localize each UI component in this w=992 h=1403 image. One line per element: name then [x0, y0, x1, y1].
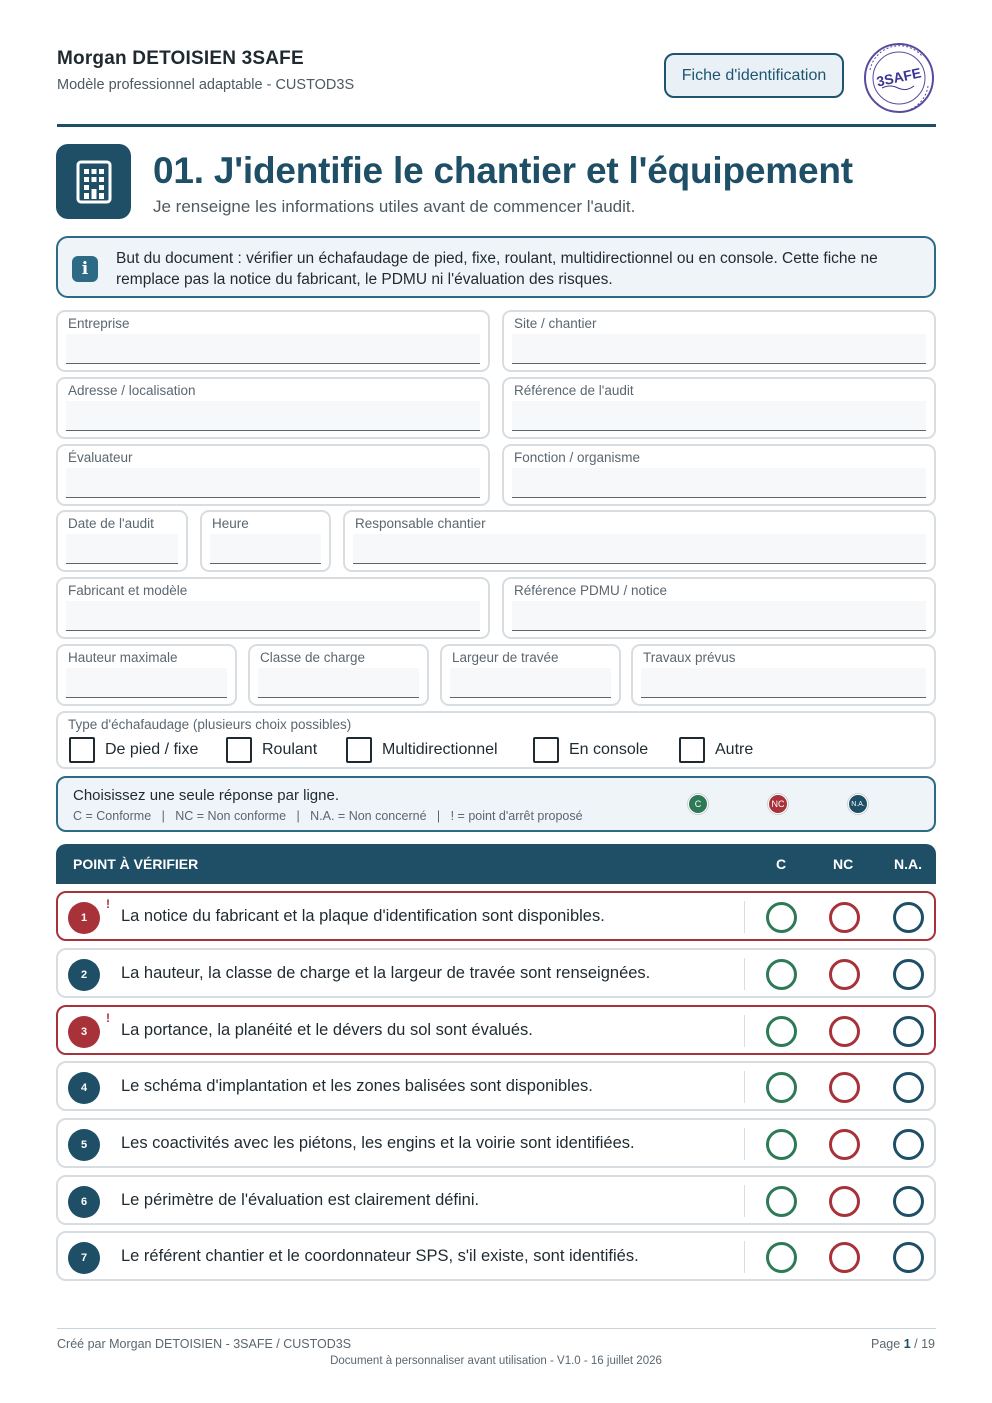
checkbox[interactable] [69, 737, 95, 763]
page-prefix: Page [871, 1337, 901, 1351]
field-label: Travaux prévus [643, 650, 736, 665]
classe-input[interactable] [258, 668, 419, 698]
option-en-console[interactable] [533, 737, 648, 763]
row-text: Le périmètre de l'évaluation est clairement défini. [121, 1191, 480, 1209]
adresse-input[interactable] [66, 401, 480, 431]
radio-na[interactable] [893, 1016, 924, 1047]
info-box [56, 236, 936, 298]
row-text: Les coactivités avec les piétons, les engins et la voirie sont identifiées. [121, 1134, 635, 1152]
field-label: Largeur de travée [452, 650, 559, 665]
entreprise-input[interactable] [66, 334, 480, 364]
checkbox[interactable] [533, 737, 559, 763]
radio-c[interactable] [766, 1129, 797, 1160]
field-entreprise [56, 310, 490, 372]
field-pdmu [502, 577, 936, 639]
row-number: 6 [68, 1186, 100, 1218]
checkbox[interactable] [226, 737, 252, 763]
field-reference-audit [502, 377, 936, 439]
row-divider [744, 958, 745, 990]
checklist-row [56, 891, 936, 941]
field-label: Hauteur maximale [68, 650, 178, 665]
info-text: But du document : vérifier un échafaudage de pied, fixe, roulant, multidirectionnel ou en console. Cette fiche ne remplace pas la notice du fabricant, le PDMU ni l'évaluation des risques. [116, 250, 878, 288]
date-input[interactable] [66, 534, 178, 564]
radio-nc[interactable] [829, 959, 860, 990]
field-fabricant [56, 577, 490, 639]
stop-point-flag: ! [106, 1011, 110, 1025]
radio-c[interactable] [766, 902, 797, 933]
field-date [56, 510, 188, 572]
checklist-header [56, 844, 936, 884]
checklist-row [56, 948, 936, 998]
footer-rule [57, 1328, 936, 1329]
page-indicator [871, 1337, 935, 1351]
section-subtitle: Je renseigne les informations utiles avant de commencer l'audit. [153, 197, 636, 216]
fiche-tag-button[interactable]: Fiche d'identification [664, 53, 844, 98]
col-point: POINT À VÉRIFIER [73, 856, 199, 872]
field-label: Responsable chantier [355, 516, 486, 531]
legend-dot-c: C [688, 794, 708, 814]
field-label: Site / chantier [514, 316, 597, 331]
info-icon: i [72, 256, 98, 282]
row-number: 4 [68, 1072, 100, 1104]
radio-na[interactable] [893, 1186, 924, 1217]
field-classe [248, 644, 429, 706]
logo-text: 3SAFE [875, 64, 923, 90]
field-travaux [631, 644, 936, 706]
fabricant-input[interactable] [66, 601, 480, 631]
option-multidirectionnel[interactable] [346, 737, 498, 763]
row-divider [744, 1015, 745, 1047]
option-label: En console [569, 741, 649, 758]
field-label: Classe de charge [260, 650, 366, 665]
col-nc: NC [833, 856, 854, 872]
radio-na[interactable] [893, 1242, 924, 1273]
checklist-row [56, 1231, 936, 1281]
option-label: De pied / fixe [105, 741, 199, 758]
scaffold-type-label: Type d'échafaudage (plusieurs choix possibles) [68, 717, 352, 732]
radio-c[interactable] [766, 1186, 797, 1217]
field-label: Référence de l'audit [514, 383, 634, 398]
page-total: / 19 [914, 1337, 935, 1351]
reference-audit-input[interactable] [512, 401, 926, 431]
stop-point-flag: ! [106, 897, 110, 911]
radio-nc[interactable] [829, 1129, 860, 1160]
field-label: Fabricant et modèle [68, 583, 188, 598]
radio-c[interactable] [766, 1242, 797, 1273]
field-fonction [502, 444, 936, 506]
radio-nc[interactable] [829, 902, 860, 933]
site-input[interactable] [512, 334, 926, 364]
field-label: Date de l'audit [68, 516, 154, 531]
header-rule [57, 124, 936, 127]
pdmu-input[interactable] [512, 601, 926, 631]
checklist-row [56, 1175, 936, 1225]
row-number: 2 [68, 959, 100, 991]
radio-nc[interactable] [829, 1072, 860, 1103]
col-c: C [776, 856, 787, 872]
responsable-input[interactable] [353, 534, 926, 564]
option-roulant[interactable] [226, 737, 317, 763]
legend-subtitle: C = Conforme | NC = Non conforme | N.A. = Non concerné | ! = point d'arrêt proposé [73, 809, 583, 823]
field-label: Fonction / organisme [514, 450, 641, 465]
heure-input[interactable] [210, 534, 321, 564]
row-text: Le schéma d'implantation et les zones balisées sont disponibles. [121, 1077, 593, 1095]
building-icon [56, 144, 131, 219]
radio-na[interactable] [893, 959, 924, 990]
radio-c[interactable] [766, 1072, 797, 1103]
radio-c[interactable] [766, 959, 797, 990]
option-label: Autre [715, 741, 754, 758]
document-author: Morgan DETOISIEN 3SAFE [57, 48, 304, 69]
checklist-row [56, 1118, 936, 1168]
row-number: 3 [68, 1016, 100, 1048]
checklist-row [56, 1005, 936, 1055]
row-number: 5 [68, 1129, 100, 1161]
radio-na[interactable] [893, 902, 924, 933]
radio-na[interactable] [893, 1072, 924, 1103]
fonction-input[interactable] [512, 468, 926, 498]
row-divider [744, 901, 745, 933]
col-na: N.A. [894, 856, 922, 872]
row-number: 1 [68, 902, 100, 934]
field-label: Entreprise [68, 316, 130, 331]
row-divider [744, 1071, 745, 1103]
hauteur-input[interactable] [66, 668, 227, 698]
row-text: La hauteur, la classe de charge et la largeur de travée sont renseignées. [121, 964, 651, 982]
row-divider [744, 1241, 745, 1273]
scaffold-type-group [56, 711, 936, 769]
field-largeur [440, 644, 621, 706]
field-site [502, 310, 936, 372]
row-text: La notice du fabricant et la plaque d'identification sont disponibles. [121, 907, 605, 925]
row-divider [744, 1185, 745, 1217]
radio-nc[interactable] [829, 1186, 860, 1217]
travaux-input[interactable] [641, 668, 926, 698]
largeur-input[interactable] [450, 668, 611, 698]
field-label: Référence PDMU / notice [514, 583, 668, 598]
radio-c[interactable] [766, 1016, 797, 1047]
legend-dot-na: N.A. [848, 794, 868, 814]
legend-box [56, 776, 936, 832]
row-text: La portance, la planéité et le dévers du sol sont évalués. [121, 1021, 533, 1039]
legend-title: Choisissez une seule réponse par ligne. [73, 787, 339, 804]
field-label: Évaluateur [68, 450, 133, 465]
document-subtitle: Modèle professionnel adaptable - CUSTOD3S [57, 77, 355, 93]
section-title: 01. J'identifie le chantier et l'équipement [153, 150, 853, 191]
evaluateur-input[interactable] [66, 468, 480, 498]
checkbox[interactable] [679, 737, 705, 763]
radio-nc[interactable] [829, 1016, 860, 1047]
option-autre[interactable] [679, 737, 753, 763]
row-divider [744, 1128, 745, 1160]
field-label: Heure [212, 516, 249, 531]
footer-version: Document à personnaliser avant utilisation - V1.0 - 16 juillet 2026 [330, 1355, 662, 1367]
field-adresse [56, 377, 490, 439]
field-hauteur [56, 644, 237, 706]
field-label: Adresse / localisation [68, 383, 196, 398]
row-number: 7 [68, 1242, 100, 1274]
field-heure [200, 510, 331, 572]
3safe-logo [862, 42, 936, 114]
legend-dot-nc: NC [768, 794, 788, 814]
field-evaluateur [56, 444, 490, 506]
radio-na[interactable] [893, 1129, 924, 1160]
checkbox[interactable] [346, 737, 372, 763]
option-de-pied[interactable] [69, 737, 198, 763]
field-responsable [343, 510, 936, 572]
page-number: 1 [903, 1337, 911, 1351]
row-text: Le référent chantier et le coordonnateur SPS, s'il existe, sont identifiés. [121, 1247, 639, 1265]
option-label: Roulant [262, 741, 318, 758]
footer-credit: Créé par Morgan DETOISIEN - 3SAFE / CUSTOD3S [57, 1337, 352, 1351]
option-label: Multidirectionnel [382, 741, 498, 758]
checklist-row [56, 1061, 936, 1111]
radio-nc[interactable] [829, 1242, 860, 1273]
